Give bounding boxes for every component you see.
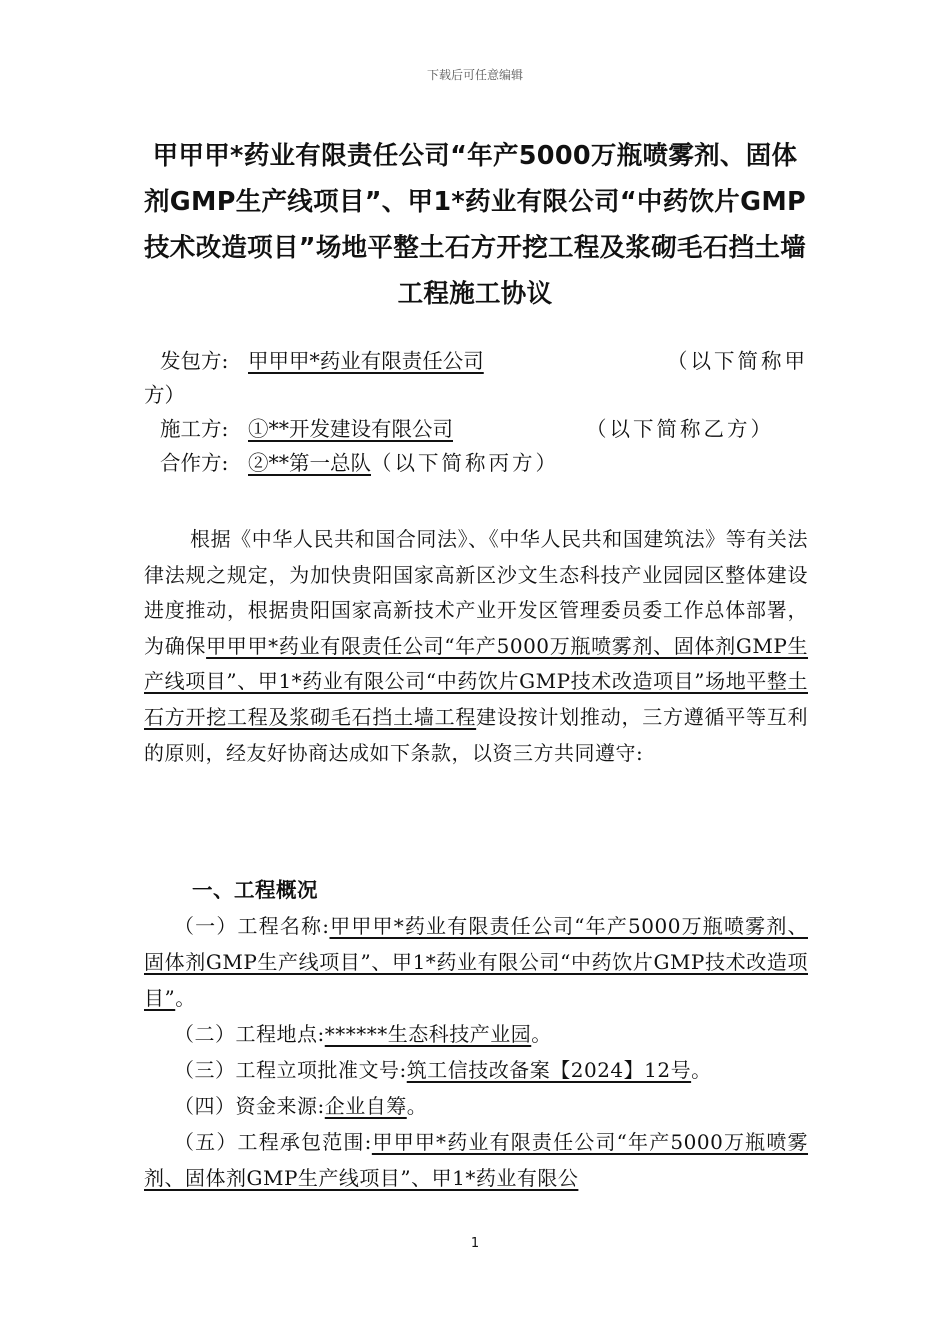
- section-heading: 一、工程概况: [192, 878, 318, 902]
- party-value: 甲甲甲*药业有限责任公司: [248, 349, 484, 373]
- party-note: （以下简称乙方）: [586, 417, 774, 441]
- document-title: 甲甲甲*药业有限责任公司“年产5000万瓶喷雾剂、固体剂GMP生产线项目”、甲1*药业有限公司“中药饮片GMP技术改造项目”场地平整土石方开挖工程及浆砌毛石挡土墙工程施工协议: [143, 141, 807, 309]
- preamble-paragraph: 根据《中华人民共和国合同法》、《中华人民共和国建筑法》等有关法律法规之规定，为加快贵阳国家高新区沙文生态科技产业园园区整体建设进度推动，根据贵阳国家高新技术产业开发区管理委员委工作总体部署，为确保甲甲甲*药业有限责任公司“年产5000万瓶喷雾剂、固体剂GMP生产线项目”、甲1*药业有限公司“中药饮片GMP技术改造项目”场地平整土石方开挖工程及浆砌毛石挡土墙工程建设按计划推动，三方遵循平等互利的原则，经友好协商达成如下条款，以资三方共同遵守:: [144, 527, 809, 765]
- item-project-location: （二）工程地点:******生态科技产业园。: [174, 1022, 552, 1046]
- preamble: [144, 522, 808, 771]
- header-note: 下载后可任意编辑: [426, 68, 523, 82]
- item-contract-scope: （五）工程承包范围:甲甲甲*药业有限责任公司“年产5000万瓶喷雾剂、固体剂GMP生产线项目”、甲1*药业有限公: [144, 1130, 809, 1190]
- party-note: （以下简称丙方）: [371, 451, 559, 475]
- party-employer: [144, 344, 808, 378]
- project-name-underlined: 甲甲甲*药业有限责任公司“年产5000万瓶喷雾剂、固体剂GMP生产线项目”、甲1*药业有限公司“中药饮片GMP技术改造项目”场地平整土石方开挖工程及浆砌毛石挡土墙工程: [144, 633, 809, 729]
- parties-block: [144, 344, 808, 480]
- party-employer-cont: [144, 378, 808, 412]
- party-label: 发包方:: [160, 349, 229, 373]
- party-label: 合作方:: [160, 451, 229, 475]
- item-funding-source: （四）资金来源:企业自筹。: [174, 1094, 428, 1118]
- section-project-overview: [144, 872, 808, 1196]
- party-value: ①**开发建设有限公司: [248, 417, 453, 441]
- item-approval-number: （三）工程立项批准文号:筑工信技改备案【2024】12号。: [174, 1058, 712, 1082]
- page-number: 1: [470, 1236, 480, 1251]
- party-partner: [144, 446, 808, 480]
- party-contractor: [144, 412, 808, 446]
- party-label: 施工方:: [160, 417, 229, 441]
- party-note-cont: 方）: [144, 383, 185, 407]
- party-value: ②**第一总队: [248, 451, 371, 475]
- item-project-name: （一）工程名称:甲甲甲*药业有限责任公司“年产5000万瓶喷雾剂、固体剂GMP生产线项目”、甲1*药业有限公司“中药饮片GMP技术改造项目”。: [144, 914, 808, 1010]
- party-note: （以下简称甲: [667, 349, 808, 373]
